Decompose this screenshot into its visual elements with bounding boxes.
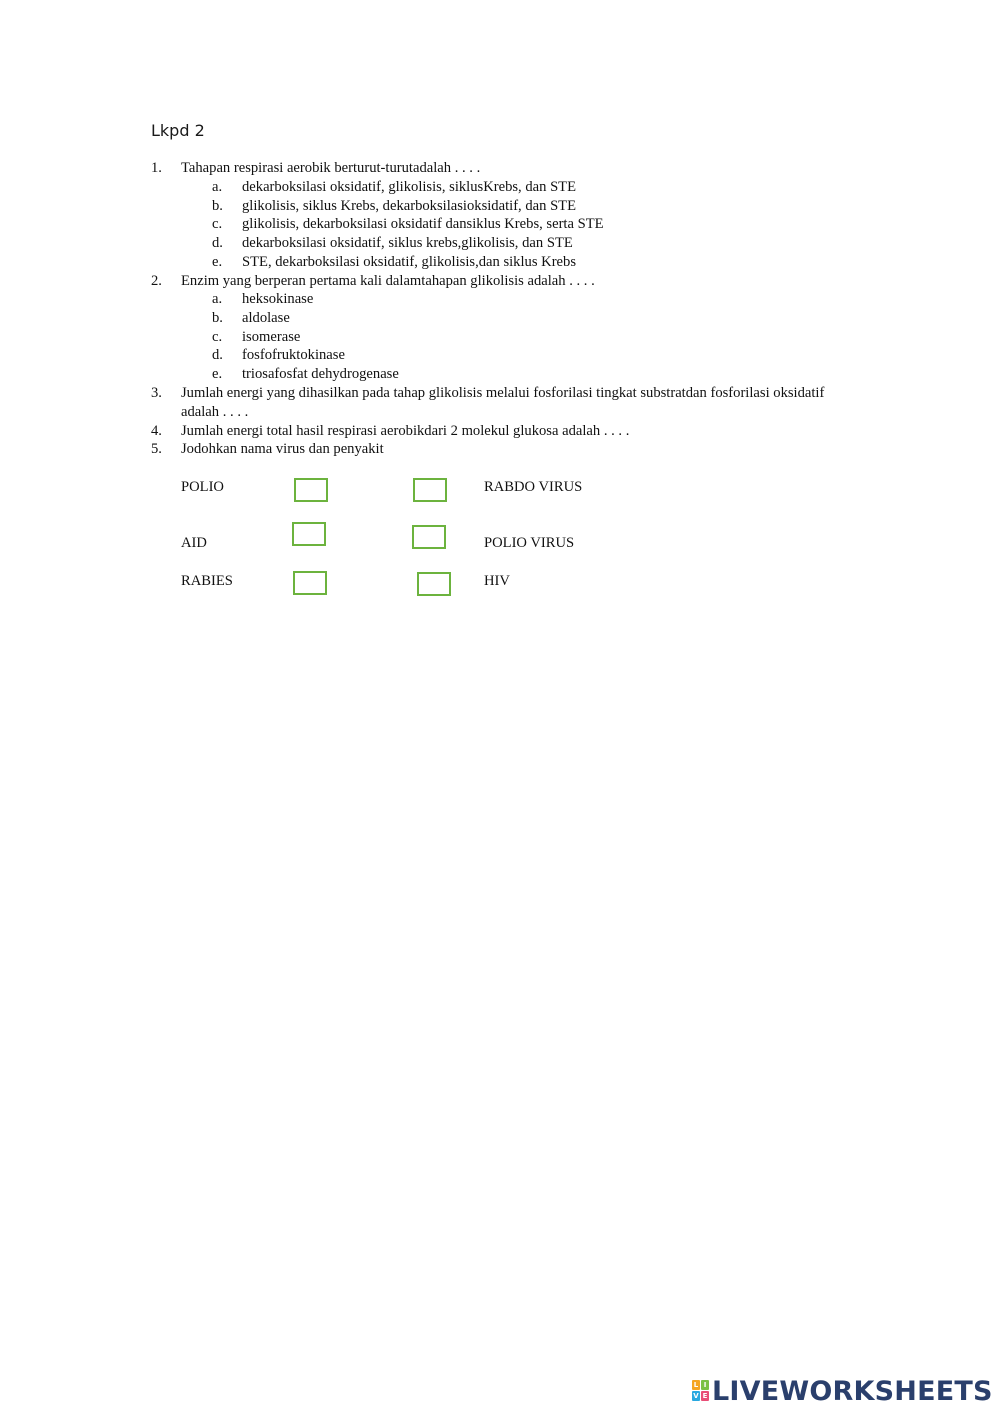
match-answer-box-right[interactable] xyxy=(412,525,446,549)
option-label: d. xyxy=(212,235,223,251)
option-text: STE, dekarboksilasi oksidatif, glikolisis,dan siklus Krebs xyxy=(242,254,577,270)
question-text: Tahapan respirasi aerobik berturut-turutadalah . . . . xyxy=(181,160,481,176)
option-label: e. xyxy=(212,366,223,382)
match-right-item: HIV xyxy=(484,573,510,589)
option-text: heksokinase xyxy=(242,291,314,307)
option-label: b. xyxy=(212,198,223,214)
option-text: aldolase xyxy=(242,310,290,326)
question-text: Enzim yang berperan pertama kali dalamtahapan glikolisis adalah . . . . xyxy=(181,273,595,289)
option-label: d. xyxy=(212,347,223,363)
question-text: Jumlah energi yang dihasilkan pada tahap glikolisis melalui fosforilasi tingkat substratdan fosforilasi oksidatif xyxy=(181,385,825,401)
logo-mark-letter: E xyxy=(702,1392,708,1400)
option-label: b. xyxy=(212,310,223,326)
logo-mark-letter: I xyxy=(701,1380,709,1390)
match-right-item: POLIO VIRUS xyxy=(484,535,575,551)
question-text: adalah . . . . xyxy=(181,404,249,420)
match-answer-box-right[interactable] xyxy=(413,478,447,502)
option-text: dekarboksilasi oksidatif, siklus krebs,glikolisis, dan STE xyxy=(242,235,573,251)
question-text: Jumlah energi total hasil respirasi aerobikdari 2 molekul glukosa adalah . . . . xyxy=(181,423,630,439)
logo-mark-letter: V xyxy=(693,1392,699,1400)
question-number: 3. xyxy=(151,385,162,401)
question-number: 4. xyxy=(151,423,162,439)
liveworksheets-logo xyxy=(692,1376,993,1406)
option-label: e. xyxy=(212,254,223,270)
option-text: glikolisis, dekarboksilasi oksidatif dansiklus Krebs, serta STE xyxy=(242,216,604,232)
question-number: 2. xyxy=(151,273,162,289)
match-left-item: RABIES xyxy=(181,573,233,589)
option-text: isomerase xyxy=(242,329,301,345)
liveworksheets-mark-icon xyxy=(692,1380,710,1402)
option-label: c. xyxy=(212,329,223,345)
page-title: Lkpd 2 xyxy=(151,121,205,140)
logo-mark-letter: L xyxy=(693,1381,699,1389)
option-text: glikolisis, siklus Krebs, dekarboksilasioksidatif, dan STE xyxy=(242,198,577,214)
option-label: a. xyxy=(212,179,223,195)
option-text: dekarboksilasi oksidatif, glikolisis, siklusKrebs, dan STE xyxy=(242,179,577,195)
match-answer-box-left[interactable] xyxy=(292,522,326,546)
question-number: 1. xyxy=(151,160,162,176)
match-answer-box-right[interactable] xyxy=(417,572,451,596)
question-number: 5. xyxy=(151,441,162,457)
match-left-item: POLIO xyxy=(181,479,224,495)
option-label: a. xyxy=(212,291,223,307)
question-text: Jodohkan nama virus dan penyakit xyxy=(181,441,384,457)
match-right-item: RABDO VIRUS xyxy=(484,479,583,495)
match-answer-box-left[interactable] xyxy=(294,478,328,502)
match-left-item: AID xyxy=(181,535,207,551)
match-answer-box-left[interactable] xyxy=(293,571,327,595)
option-label: c. xyxy=(212,216,223,232)
logo-text: LIVEWORKSHEETS xyxy=(712,1375,993,1407)
option-text: triosafosfat dehydrogenase xyxy=(242,366,399,382)
option-text: fosfofruktokinase xyxy=(242,347,345,363)
